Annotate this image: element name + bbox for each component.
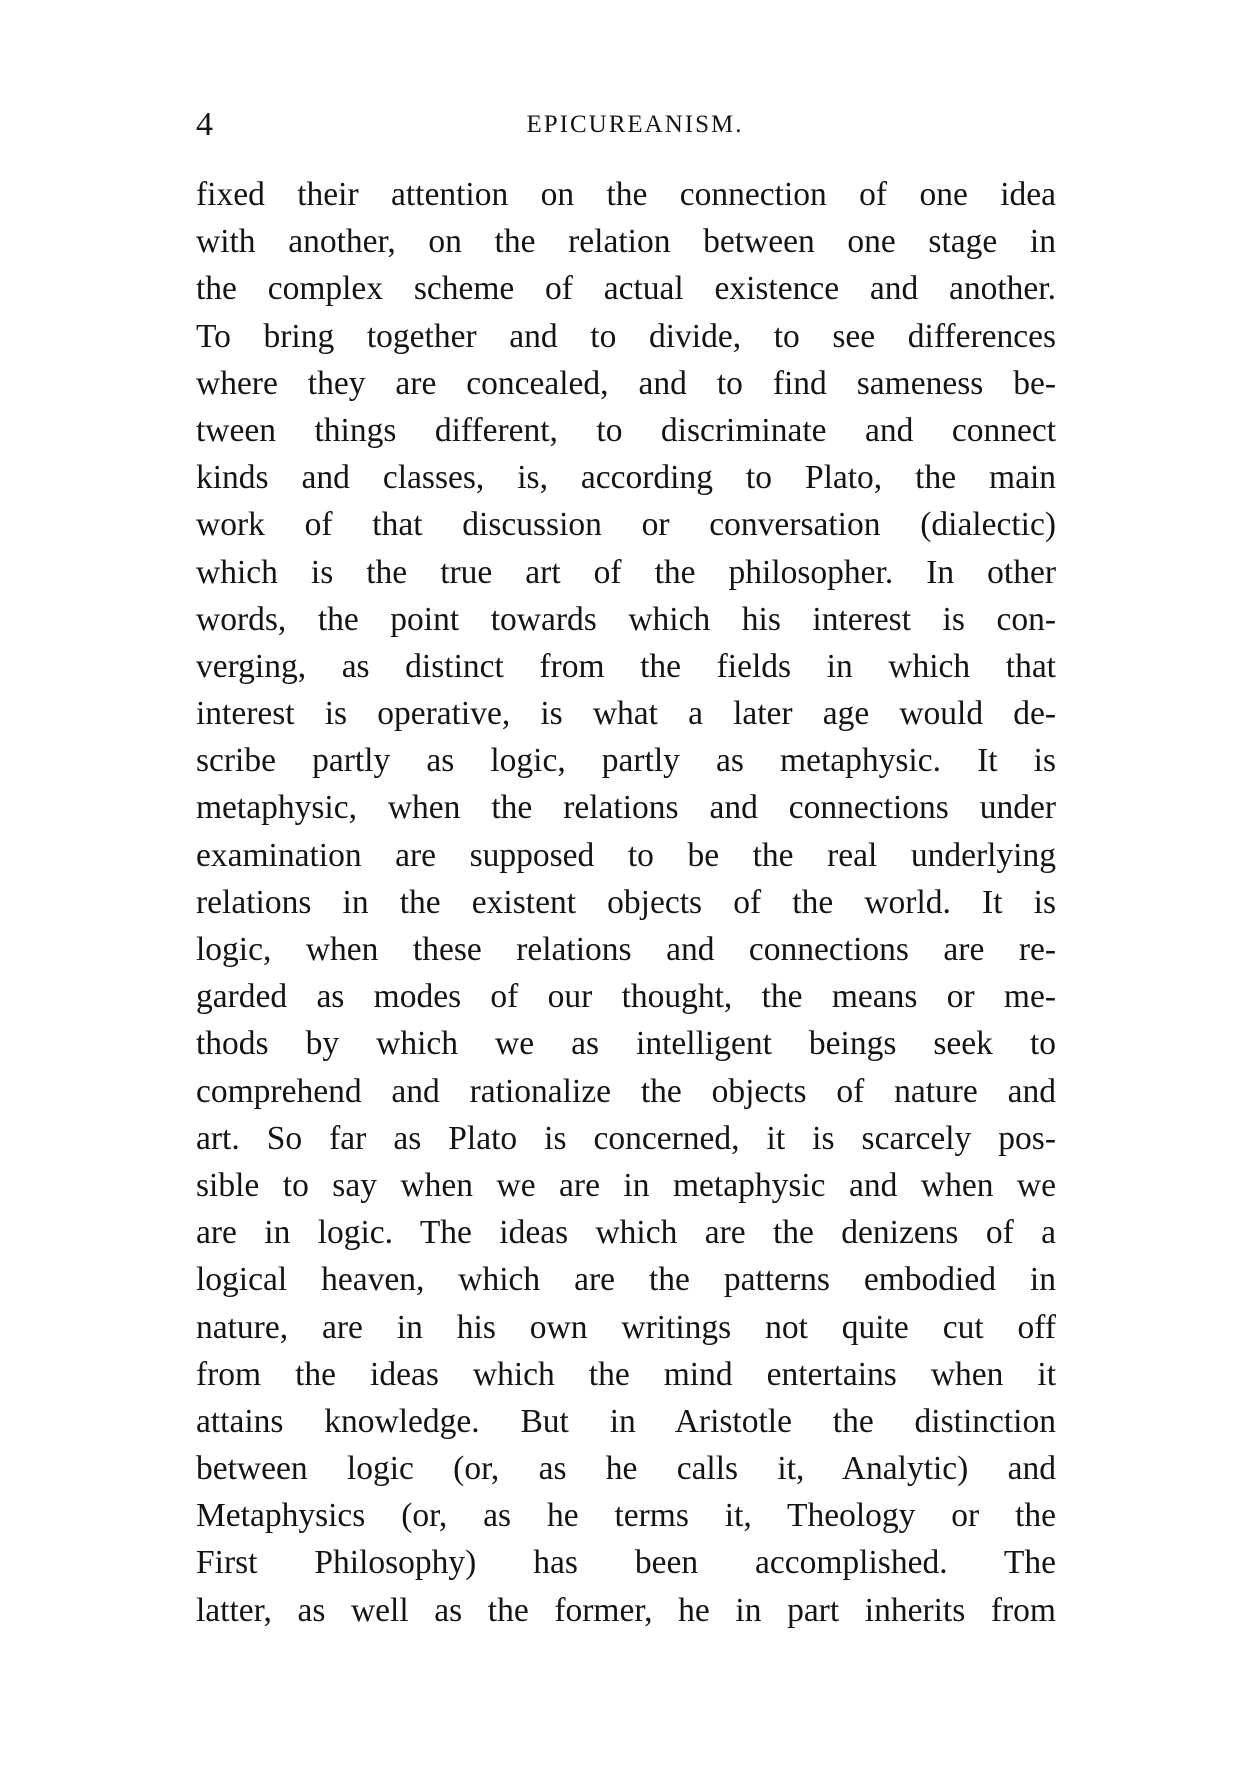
text-line: metaphysic, when the relations and connections under	[196, 789, 1056, 827]
text-line: thods by which we as intelligent beings seek to	[196, 1025, 1056, 1063]
text-line: logic, when these relations and connections are re-	[196, 931, 1056, 968]
text-line: art. So far as Plato is concerned, it is scarcely pos-	[196, 1119, 1056, 1157]
text-line: First Philosophy) has been accomplished. The	[196, 1544, 1056, 1582]
text-line: words, the point towards which his interest is con-	[196, 600, 1056, 638]
text-line: To bring together and to divide, to see differences	[196, 317, 1056, 355]
text-line: Metaphysics (or, as he terms it, Theology or the	[196, 1497, 1056, 1535]
text-line: relations in the existent objects of the world. It is	[196, 883, 1056, 921]
page-header	[196, 100, 1056, 150]
text-line: tween things different, to discriminate and connect	[196, 411, 1056, 449]
text-line: attains knowledge. But in Aristotle the distinction	[196, 1402, 1056, 1440]
text-line: where they are concealed, and to find sameness be-	[196, 364, 1056, 402]
text-line: sible to say when we are in metaphysic and when we	[196, 1166, 1056, 1204]
running-head: EPICUREANISM.	[526, 111, 744, 138]
text-line: between logic (or, as he calls it, Analytic) and	[196, 1450, 1056, 1488]
text-line: examination are supposed to be the real underlying	[196, 836, 1056, 874]
text-line: with another, on the relation between one stage in	[196, 223, 1056, 261]
text-line: interest is operative, is what a later age would de-	[196, 695, 1056, 733]
text-line: from the ideas which the mind entertains when it	[196, 1355, 1056, 1393]
text-line: garded as modes of our thought, the means or me-	[196, 978, 1056, 1016]
text-line: which is the true art of the philosopher. In other	[196, 553, 1056, 591]
page-number: 4	[196, 106, 213, 143]
text-line: the complex scheme of actual existence and another.	[196, 270, 1056, 308]
text-line: verging, as distinct from the fields in which that	[196, 647, 1056, 685]
text-line: nature, are in his own writings not quite cut off	[196, 1308, 1056, 1346]
text-line: scribe partly as logic, partly as metaphysic. It is	[196, 742, 1056, 780]
body-text	[196, 171, 1056, 1634]
text-line: kinds and classes, is, according to Plato, the main	[196, 459, 1056, 497]
text-line: latter, as well as the former, he in part inherits from	[196, 1591, 1056, 1629]
text-line: are in logic. The ideas which are the denizens of a	[196, 1214, 1056, 1252]
text-line: logical heaven, which are the patterns embodied in	[196, 1261, 1056, 1299]
text-line: comprehend and rationalize the objects of nature and	[196, 1072, 1056, 1110]
text-line: work of that discussion or conversation (dialectic)	[196, 506, 1056, 544]
text-line: fixed their attention on the connection of one idea	[196, 176, 1056, 213]
